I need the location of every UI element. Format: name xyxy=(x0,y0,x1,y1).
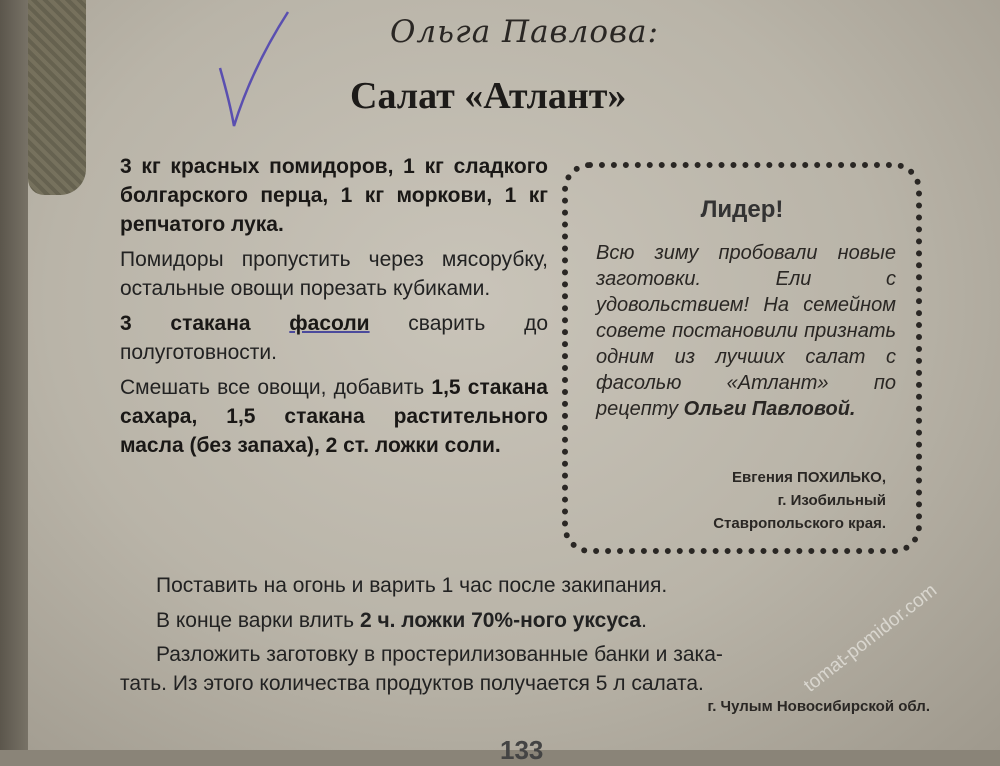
reader-note-box xyxy=(562,162,922,554)
step-5-vinegar: 2 ч. ложки 70%-ного уксуса xyxy=(359,609,642,632)
signature-city: г. Изобильный xyxy=(777,492,886,509)
reader-note-author: Ольги Павловой. xyxy=(683,398,856,420)
reader-note-heading: Лидер! xyxy=(700,196,784,223)
step-6-line-1: Разложить заготовку в простерилизованные банки и зака- xyxy=(156,643,723,666)
step-5-end: . xyxy=(641,609,647,632)
step-4: Поставить на огонь и варить 1 час после закипания. xyxy=(156,574,668,597)
reader-note-text xyxy=(596,240,896,422)
step-3-amounts: 1,5 стакана сахара, 1,5 стакана растительного масла (без запаха), 2 ст. ложки соли. xyxy=(120,376,548,457)
ingredients-paragraph xyxy=(120,152,548,239)
author-name: Ольга Павлова: xyxy=(390,14,659,50)
step-2-amount: 3 стакана xyxy=(120,312,290,335)
step-6-line-2: тать. Из этого количества продуктов получается 5 л салата. xyxy=(120,672,704,695)
recipe-origin: г. Чулым Новосибирской обл. xyxy=(707,698,930,715)
step-2 xyxy=(120,309,548,367)
ingredient-others: 1 кг сладкого болгарского перца, 1 кг моркови, 1 кг репчатого лука. xyxy=(120,155,548,236)
step-2-beans: фасоли xyxy=(289,312,370,335)
recipe-column xyxy=(120,152,548,466)
recipe-title: Салат «Атлант» xyxy=(350,75,627,117)
checkmark-icon xyxy=(212,8,292,138)
reader-note-signature xyxy=(713,466,886,535)
ingredient-tomatoes: 3 кг красных помидоров, xyxy=(120,155,394,178)
reader-note-body: Всю зиму пробовали новые заготовки. Ели с удовольствием! На семейном совете постановили признать одним из лучших салат с фасолью «Атлант» по рецепту xyxy=(596,242,896,420)
step-5-lead: В конце варки влить xyxy=(156,609,360,632)
step-1: Помидоры пропустить через мясорубку, остальные овощи порезать кубиками. xyxy=(120,248,548,300)
step-2-rest: сварить до полуготовности. xyxy=(120,312,549,364)
step-3 xyxy=(120,373,548,460)
page-number: 133 xyxy=(500,735,544,765)
step-3-lead: Смешать все овощи, добавить xyxy=(120,376,432,399)
signature-name: Евгения ПОХИЛЬКО, xyxy=(732,469,886,486)
signature-region: Ставропольского края. xyxy=(713,515,886,532)
step-5 xyxy=(156,607,936,635)
bookmark-ribbon xyxy=(28,0,86,195)
watermark: tomat-pomidor.com xyxy=(800,579,942,697)
